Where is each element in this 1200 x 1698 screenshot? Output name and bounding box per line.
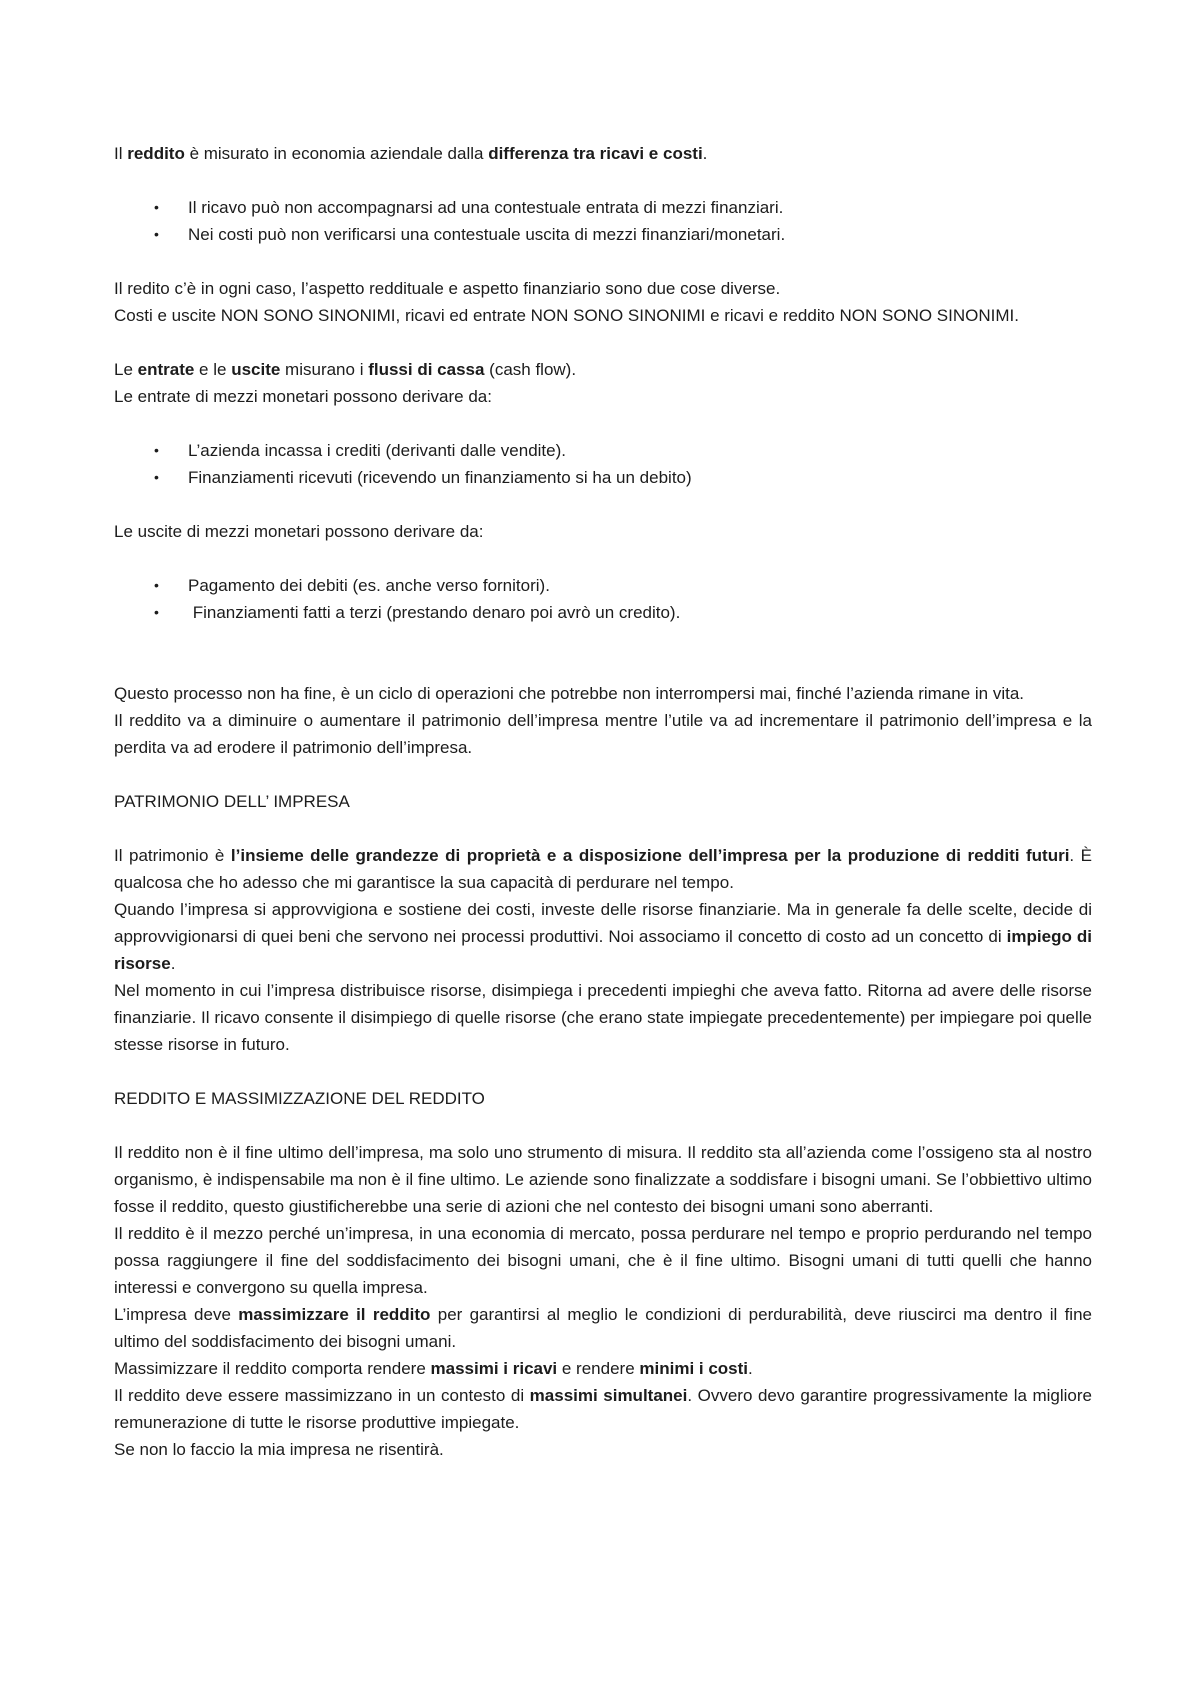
list-item: • Finanziamenti fatti a terzi (prestando denaro poi avrò un credito).	[114, 599, 1092, 626]
bullet-icon: •	[154, 469, 159, 485]
list-item: • Nei costi può non verificarsi una contestuale uscita di mezzi finanziari/monetari.	[114, 221, 1092, 248]
paragraph-flussi-cassa: Le entrate e le uscite misurano i flussi di cassa (cash flow).	[114, 360, 577, 379]
paragraph-non-sinonimi: Costi e uscite NON SONO SINONIMI, ricavi ed entrate NON SONO SINONIMI e ricavi e reddito NON SONO SINONIMI.	[114, 306, 1019, 325]
section-heading-reddito: REDDITO E MASSIMIZZAZIONE DEL REDDITO	[114, 1089, 485, 1108]
paragraph-uscite-intro: Le uscite di mezzi monetari possono derivare da:	[114, 522, 484, 541]
section-heading-patrimonio: PATRIMONIO DELL’ IMPRESA	[114, 792, 350, 811]
paragraph-patrimonio-definition: Il patrimonio è l’insieme delle grandezze di proprietà e a disposizione dell’impresa per la produzione di redditi futuri. È qualcosa che ho adesso che mi garantisce la sua capacità di perdurare nel tempo.	[114, 846, 1093, 892]
list-item: • Finanziamenti ricevuti (ricevendo un finanziamento si ha un debito)	[114, 464, 1092, 491]
bullet-icon: •	[154, 199, 159, 215]
list-item: • Pagamento dei debiti (es. anche verso fornitori).	[114, 572, 1092, 599]
paragraph-reddito-finanziario: Il redito c’è in ogni caso, l’aspetto reddituale e aspetto finanziario sono due cose diverse.	[114, 279, 781, 298]
bullet-list-entrate	[114, 437, 1092, 491]
paragraph-massimizzare: L’impresa deve massimizzare il reddito per garantirsi al meglio le condizioni di perdurabilità, deve riuscirci ma dentro il fine ultimo del soddisfacimento dei bisogni umani.	[114, 1305, 1092, 1351]
bullet-list-ricavi-costi	[114, 194, 1092, 248]
list-item: • L’azienda incassa i crediti (derivanti dalle vendite).	[114, 437, 1092, 464]
paragraph-approvvigionamento: Quando l’impresa si approvvigiona e sostiene dei costi, investe delle risorse finanziarie. Ma in generale fa delle scelte, decide di approvvigionarsi di quei beni che servono nei processi produttivi. Noi associamo il concetto di costo ad un concetto di impiego di risorse.	[114, 900, 1093, 973]
paragraph-massimi-simultanei: Il reddito deve essere massimizzano in un contesto di massimi simultanei. Ovvero devo garantire progressivamente la migliore remunerazione di tutte le risorse produttive impiegate.	[114, 1386, 1092, 1432]
list-item: • Il ricavo può non accompagnarsi ad una contestuale entrata di mezzi finanziari.	[114, 194, 1092, 221]
paragraph-fine-ultimo: Il reddito non è il fine ultimo dell’impresa, ma solo uno strumento di misura. Il reddito sta all’azienda come l’ossigeno sta al nostro organismo, è indispensabile ma non è il fine ultimo. Le aziende sono finalizzate a soddisfare i bisogni umani. Se l’obbiettivo ultimo fosse il reddito, questo giustificherebbe una serie di azioni che nel contesto dei bisogni umani sono aberranti.	[114, 1143, 1092, 1216]
paragraph-reddito-definition: Il reddito è misurato in economia aziendale dalla differenza tra ricavi e costi.	[114, 144, 708, 163]
paragraph-conclusione: Se non lo faccio la mia impresa ne risentirà.	[114, 1440, 444, 1459]
bullet-icon: •	[154, 577, 159, 593]
paragraph-ciclo-operazioni: Questo processo non ha fine, è un ciclo di operazioni che potrebbe non interrompersi mai, finché l’azienda rimane in vita.	[114, 684, 1025, 703]
document-page	[114, 140, 1092, 1463]
bullet-list-uscite	[114, 572, 1092, 626]
bullet-icon: •	[154, 226, 159, 242]
bullet-icon: •	[154, 604, 159, 620]
paragraph-mezzo: Il reddito è il mezzo perché un’impresa, in una economia di mercato, possa perdurare nel tempo e proprio perdurando nel tempo possa raggiungere il fine del soddisfacimento dei bisogni umani, che è il fine ultimo. Bisogni umani di tutti quelli che hanno interessi e convergono su quella impresa.	[114, 1224, 1092, 1297]
paragraph-entrate-intro: Le entrate di mezzi monetari possono derivare da:	[114, 387, 492, 406]
paragraph-ricavi-costi: Massimizzare il reddito comporta rendere massimi i ricavi e rendere minimi i costi.	[114, 1359, 753, 1378]
paragraph-reddito-patrimonio: Il reddito va a diminuire o aumentare il patrimonio dell’impresa mentre l’utile va ad incrementare il patrimonio dell’impresa e la perdita va ad erodere il patrimonio dell’impresa.	[114, 711, 1092, 757]
paragraph-disimpiego: Nel momento in cui l’impresa distribuisce risorse, disimpiega i precedenti impieghi che aveva fatto. Ritorna ad avere delle risorse finanziarie. Il ricavo consente il disimpiego di quelle risorse (che erano state impiegate precedentemente) per impiegare poi quelle stesse risorse in futuro.	[114, 981, 1092, 1054]
bullet-icon: •	[154, 442, 159, 458]
